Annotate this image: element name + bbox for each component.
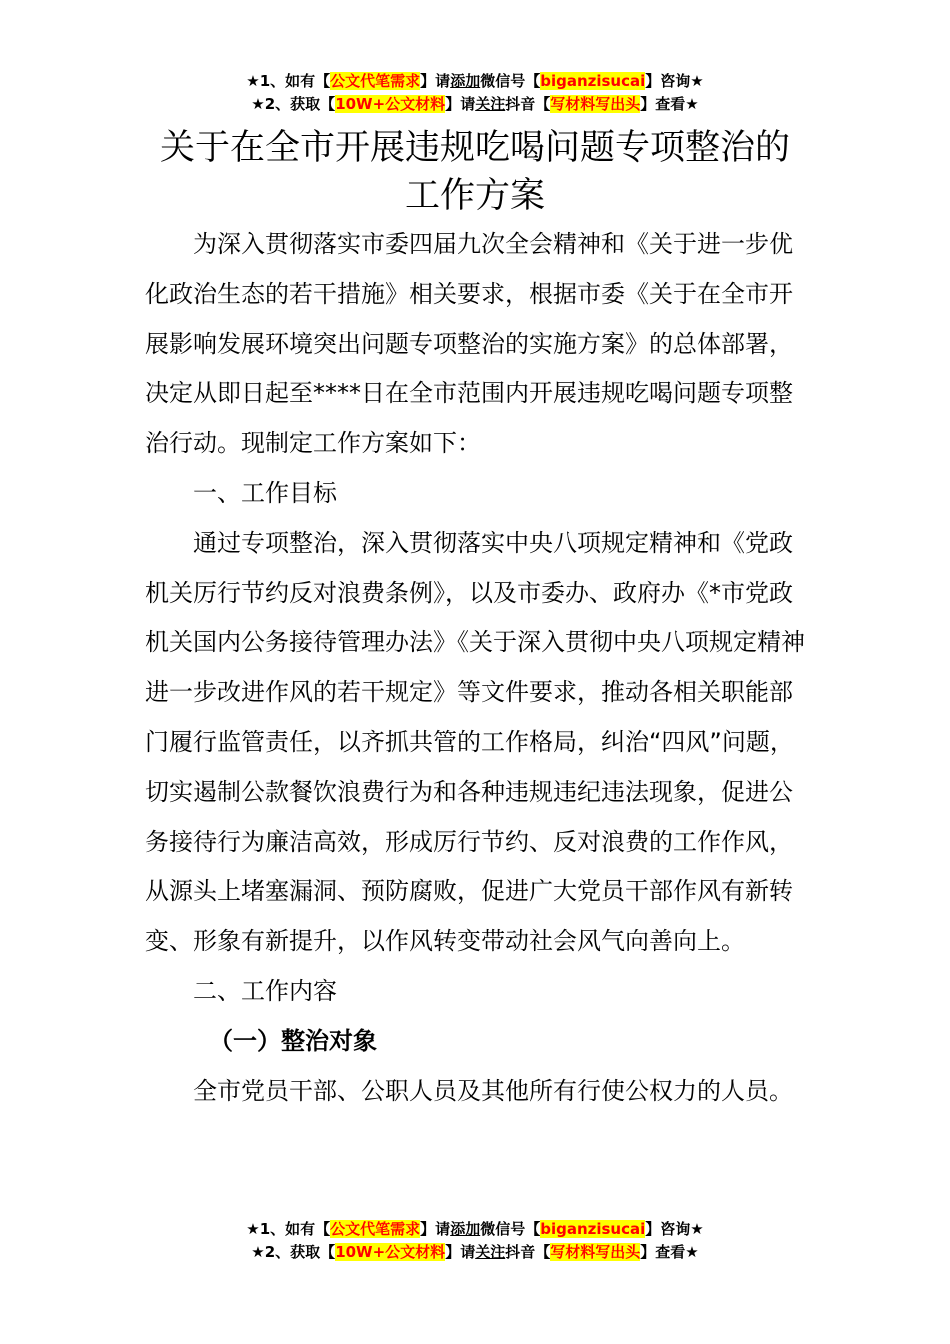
ad-highlight: 写材料写出头 — [550, 95, 641, 113]
ad-text: 微信号【 — [480, 72, 541, 90]
footer-ad-line-2 — [0, 1241, 950, 1264]
ad-highlight: biganzisucai — [540, 72, 646, 90]
ad-text: 】查看★ — [640, 1243, 699, 1261]
ad-text: 】请 — [445, 95, 476, 113]
ad-text: 】咨询★ — [645, 1220, 704, 1238]
ad-text: ★1、如有【 — [246, 72, 331, 90]
ad-text: ★1、如有【 — [246, 1220, 331, 1238]
section-heading-content: 二、工作内容 — [193, 976, 337, 1005]
ad-text: ★2、获取【 — [251, 95, 336, 113]
ad-text: 抖音【 — [505, 95, 551, 113]
ad-text: 抖音【 — [505, 1243, 551, 1261]
ad-highlight: biganzisucai — [540, 1220, 646, 1238]
intro-paragraph: 为深入贯彻落实市委四届九次全会精神和《关于进一步优化政治生态的若干措施》相关要求，根据市委《关于在全市开展影响发展环境突出问题专项整治的实施方案》的总体部署，决定从即日起至****日在全市范围内开展违规吃喝问题专项整治行动。现制定工作方案如下： — [145, 230, 793, 458]
ad-text: ★2、获取【 — [251, 1243, 336, 1261]
ad-text: 】查看★ — [640, 95, 699, 113]
footer-ad-line-1 — [0, 1218, 950, 1241]
ad-text: 】咨询★ — [645, 72, 704, 90]
document-body — [145, 220, 805, 1116]
ad-underlined: 添加 — [450, 72, 481, 90]
targets-paragraph: 全市党员干部、公职人员及其他所有行使公权力的人员。 — [193, 1076, 793, 1105]
ad-text: 】请 — [445, 1243, 476, 1261]
ad-highlight: 10W+公文材料 — [335, 95, 446, 113]
header-ad-line-1 — [0, 70, 950, 93]
header-ad-line-2 — [0, 93, 950, 116]
ad-text: 】请 — [420, 72, 451, 90]
ad-highlight: 公文代笔需求 — [330, 72, 421, 90]
subheading-targets: （一）整治对象 — [209, 1026, 377, 1055]
ad-text: 】请 — [420, 1220, 451, 1238]
ad-underlined: 关注 — [475, 95, 506, 113]
ad-text: 微信号【 — [480, 1220, 541, 1238]
ad-highlight: 写材料写出头 — [550, 1243, 641, 1261]
section-heading-goals: 一、工作目标 — [193, 478, 337, 507]
goals-paragraph: 通过专项整治，深入贯彻落实中央八项规定精神和《党政机关厉行节约反对浪费条例》，以及市委办、政府办《*市党政机关国内公务接待管理办法》《关于深入贯彻中央八项规定精神进一步改进作风的若干规定》等文件要求，推动各相关职能部门履行监管责任，以齐抓共管的工作格局，纠治“四风”问题，切实遏制公款餐饮浪费行为和各种违规违纪违法现象，促进公务接待行为廉洁高效，形成厉行节约、反对浪费的工作作风，从源头上堵塞漏洞、预防腐败，促进广大党员干部作风有新转变、形象有新提升，以作风转变带动社会风气向善向上。 — [145, 528, 805, 956]
document-title — [120, 124, 830, 220]
header-ad — [0, 70, 950, 116]
footer-ad — [0, 1218, 950, 1264]
title-line-2: 工作方案 — [404, 176, 545, 216]
ad-underlined: 添加 — [450, 1220, 481, 1238]
title-line-1: 关于在全市开展违规吃喝问题专项整治的 — [159, 128, 790, 168]
ad-highlight: 10W+公文材料 — [335, 1243, 446, 1261]
ad-underlined: 关注 — [475, 1243, 506, 1261]
ad-highlight: 公文代笔需求 — [330, 1220, 421, 1238]
